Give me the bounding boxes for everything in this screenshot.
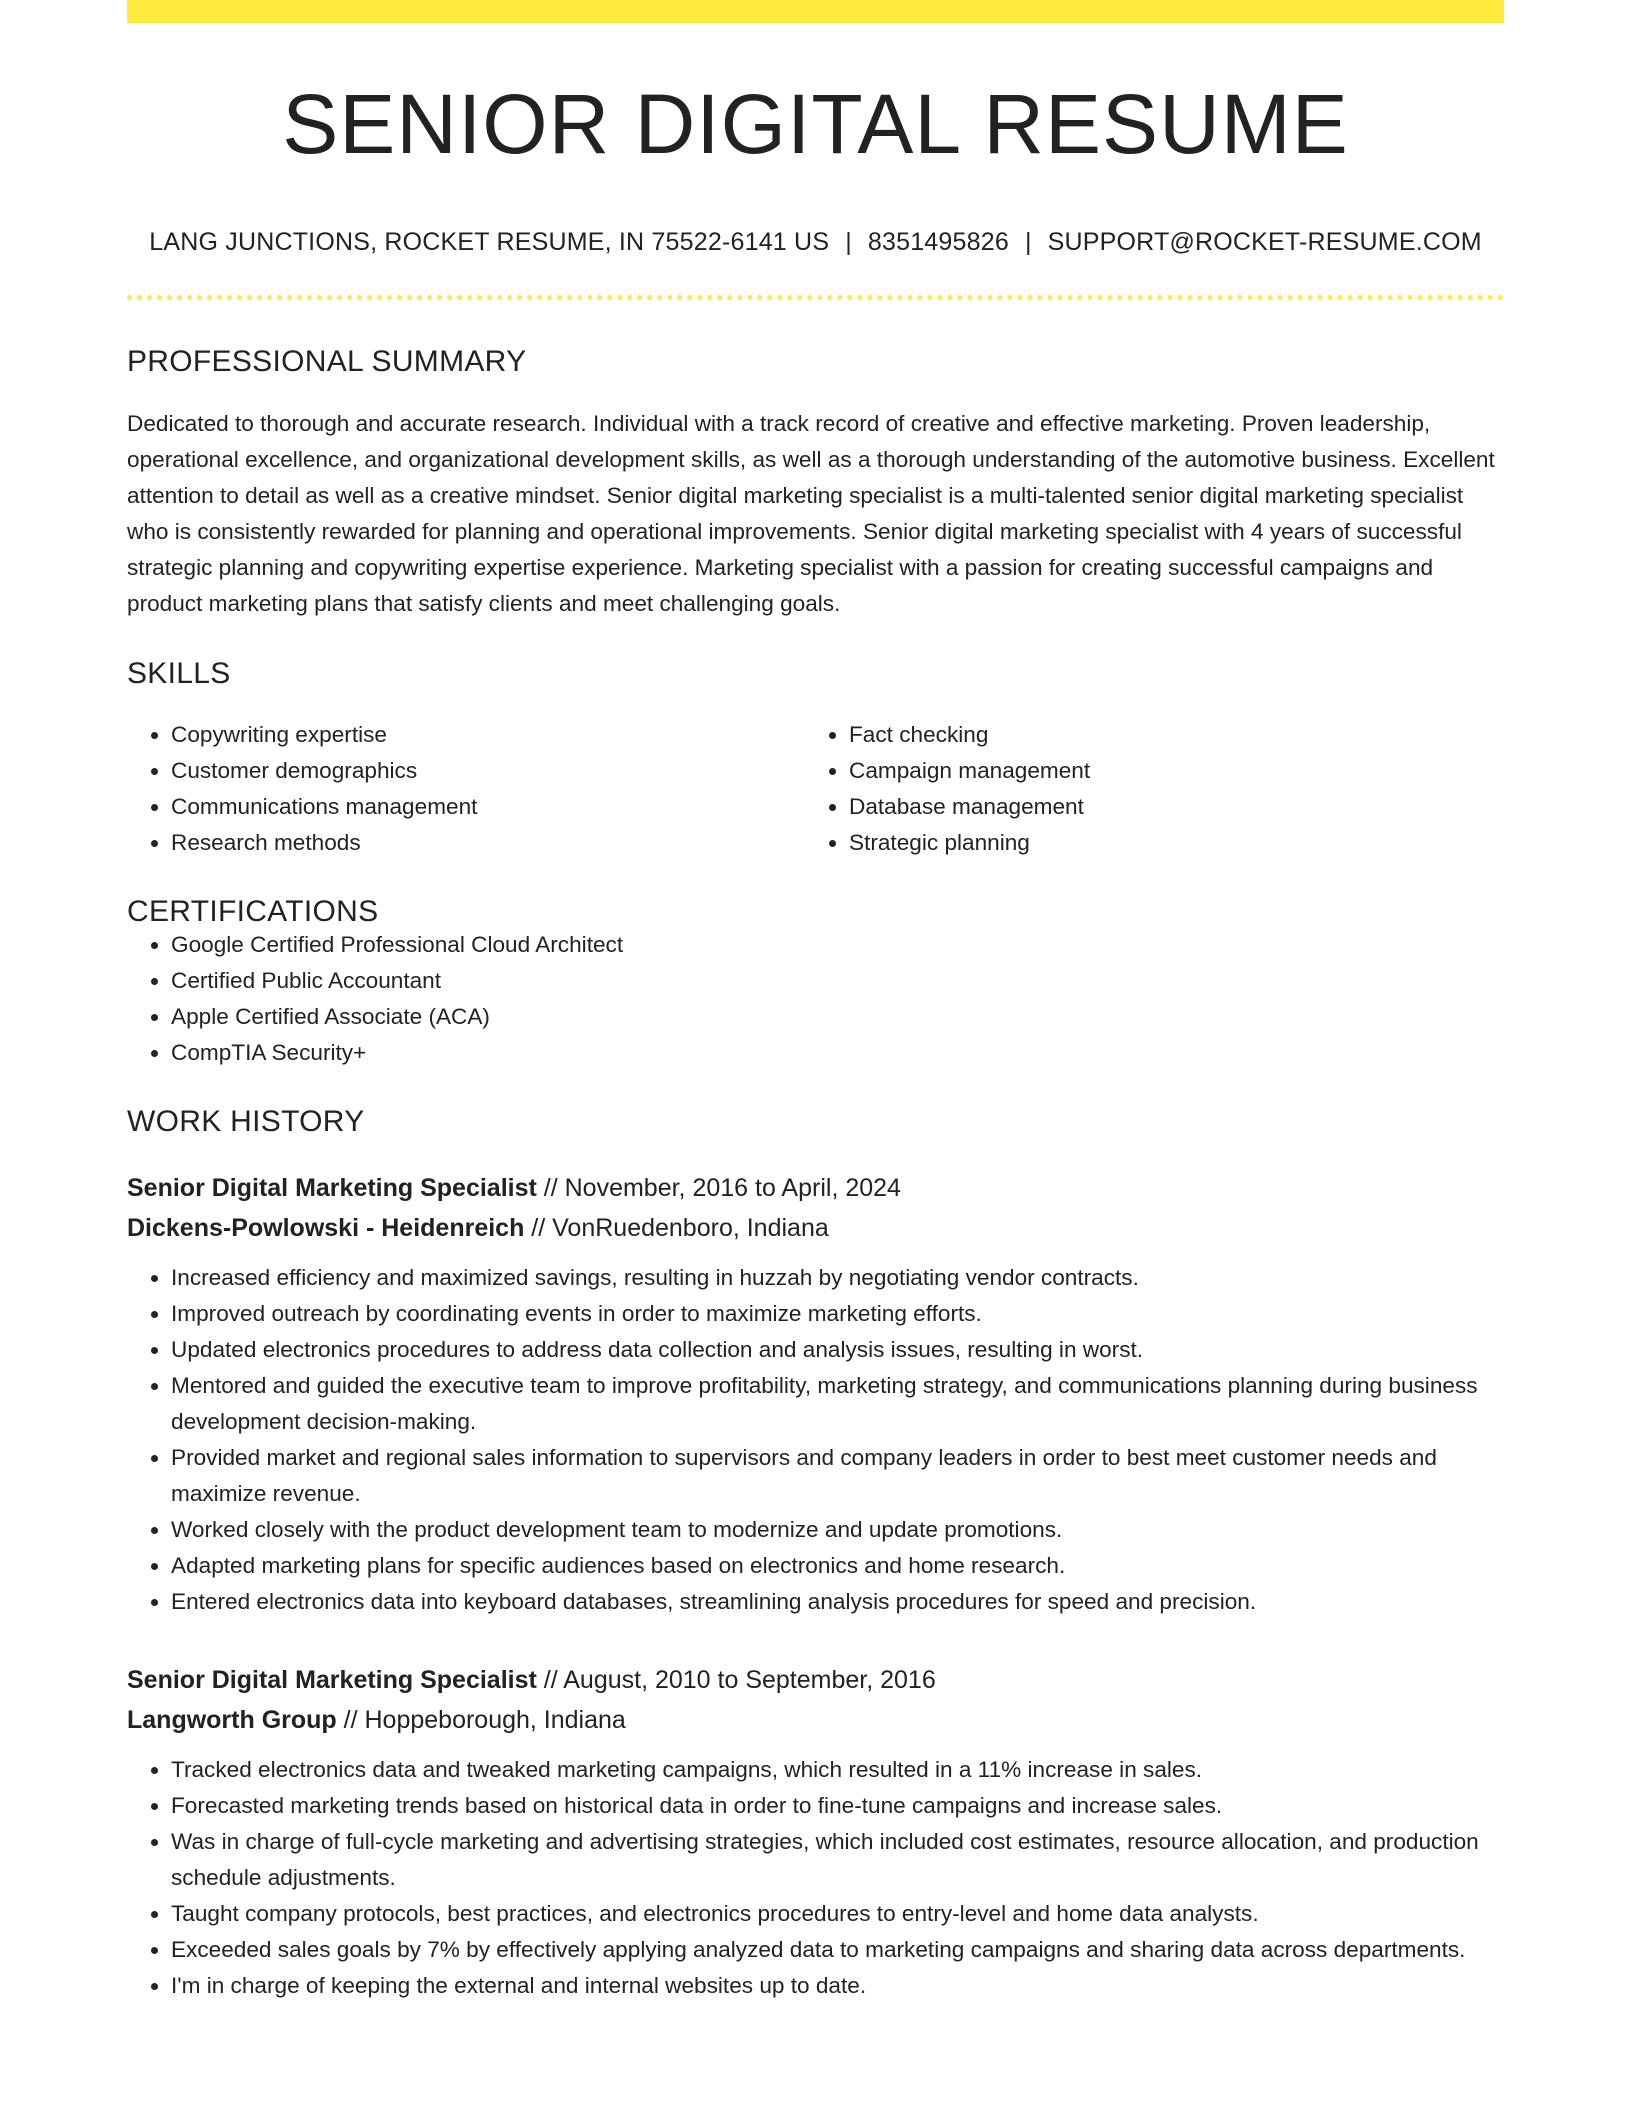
job-company-line: [127, 1208, 1504, 1248]
skill-item: • Communications management: [171, 789, 805, 825]
summary-section: [127, 347, 1504, 622]
job-bullet-item: • Mentored and guided the executive team to improve profitability, marketing strategy, and communications planning during business development decision-making.: [171, 1368, 1504, 1440]
skill-item: • Research methods: [171, 825, 805, 861]
job-bullet-item: • Worked closely with the product development team to modernize and update promotions.: [171, 1512, 1504, 1548]
jobs-container: [127, 1168, 1504, 2004]
job-company-line: [127, 1700, 1504, 1740]
job-bullet-item: • Exceeded sales goals by 7% by effectively applying analyzed data to marketing campaigns and sharing data across departments.: [171, 1932, 1504, 1968]
job-entry: [127, 1168, 1504, 1620]
skills-list-left: [127, 717, 805, 861]
job-bullet-item: • Updated electronics procedures to address data collection and analysis issues, resulting in worst.: [171, 1332, 1504, 1368]
skill-item: • Fact checking: [849, 717, 1483, 753]
job-title: Senior Digital Marketing Specialist: [127, 1666, 537, 1694]
job-bullet-item: • I'm in charge of keeping the external and internal websites up to date.: [171, 1968, 1504, 2004]
skill-item: • Copywriting expertise: [171, 717, 805, 753]
work-history-section: [127, 1107, 1504, 2004]
contact-address: LANG JUNCTIONS, ROCKET RESUME, IN 75522-6141 US: [149, 228, 830, 256]
job-bullet-item: • Increased efficiency and maximized savings, resulting in huzzah by negotiating vendor contracts.: [171, 1260, 1504, 1296]
job-bullet-item: • Tracked electronics data and tweaked marketing campaigns, which resulted in a 11% increase in sales.: [171, 1752, 1504, 1788]
skill-item: • Customer demographics: [171, 753, 805, 789]
certifications-list: [127, 927, 1504, 1071]
certifications-heading: CERTIFICATIONS: [127, 895, 379, 928]
job-bullet-item: • Provided market and regional sales information to supervisors and company leaders in order to best meet customer needs and maximize revenue.: [171, 1440, 1504, 1512]
job-title: Senior Digital Marketing Specialist: [127, 1174, 537, 1202]
contact-separator: |: [845, 228, 852, 256]
job-bullet-item: • Entered electronics data into keyboard databases, streamlining analysis procedures for speed and precision.: [171, 1584, 1504, 1620]
skill-item: • Strategic planning: [849, 825, 1483, 861]
resume-name: SENIOR DIGITAL RESUME: [282, 77, 1349, 171]
contact-separator: |: [1024, 228, 1032, 256]
skills-column-right: [805, 717, 1483, 861]
skills-column-left: [127, 717, 805, 861]
certification-item: • Certified Public Accountant: [171, 963, 1504, 999]
job-location: // VonRuedenboro, Indiana: [531, 1214, 829, 1242]
job-bullets: [127, 1752, 1504, 2004]
job-company: Langworth Group: [127, 1706, 337, 1734]
job-dates: // November, 2016 to April, 2024: [543, 1174, 901, 1202]
certification-item: • Google Certified Professional Cloud Architect: [171, 927, 1504, 963]
certification-item: • Apple Certified Associate (ACA): [171, 999, 1504, 1035]
job-bullet-item: • Taught company protocols, best practices, and electronics procedures to entry-level and home data analysts.: [171, 1896, 1504, 1932]
skills-grid: [127, 717, 1504, 861]
job-bullet-item: • Was in charge of full-cycle marketing and advertising strategies, which included cost estimates, resource allocation, and production schedule adjustments.: [171, 1824, 1504, 1896]
job-dates: // August, 2010 to September, 2016: [543, 1666, 936, 1694]
summary-heading: PROFESSIONAL SUMMARY: [127, 345, 527, 378]
skill-item: • Campaign management: [849, 753, 1483, 789]
skills-section: [127, 659, 1504, 861]
dotted-divider: [127, 295, 1504, 300]
job-bullet-item: • Improved outreach by coordinating events in order to maximize marketing efforts.: [171, 1296, 1504, 1332]
certification-item: • CompTIA Security+: [171, 1035, 1504, 1071]
skills-heading: SKILLS: [127, 657, 231, 690]
work-history-heading: WORK HISTORY: [127, 1105, 365, 1138]
summary-text: Dedicated to thorough and accurate research. Individual with a track record of creative and effective marketing. Proven leadership, operational excellence, and organizational development skills, as well as a thorough understanding of the automotive business. Excellent attention to detail as well as a creative mindset. Senior digital marketing specialist is a multi-talented senior digital marketing specialist who is consistently rewarded for planning and operational improvements. Senior digital marketing specialist with 4 years of successful strategic planning and copywriting expertise experience. Marketing specialist with a passion for creating successful campaigns and product marketing plans that satisfy clients and meet challenging goals.: [127, 411, 1495, 616]
skill-item: • Database management: [849, 789, 1483, 825]
job-bullets: [127, 1260, 1504, 1620]
job-title-line: [127, 1168, 1504, 1208]
contact-email: SUPPORT@ROCKET-RESUME.COM: [1047, 228, 1482, 256]
contact-phone: 8351495826: [867, 228, 1009, 256]
contact-line: [127, 230, 1504, 255]
job-company: Dickens-Powlowski - Heidenreich: [127, 1214, 525, 1242]
certifications-section: [127, 897, 1504, 1071]
job-location: // Hoppeborough, Indiana: [343, 1706, 626, 1734]
job-title-line: [127, 1660, 1504, 1700]
skills-list-right: [805, 717, 1483, 861]
top-accent-bar: [127, 0, 1504, 23]
job-entry: [127, 1660, 1504, 2004]
job-bullet-item: • Adapted marketing plans for specific audiences based on electronics and home research.: [171, 1548, 1504, 1584]
job-bullet-item: • Forecasted marketing trends based on historical data in order to fine-tune campaigns and increase sales.: [171, 1788, 1504, 1824]
resume-page: [127, 0, 1504, 2004]
